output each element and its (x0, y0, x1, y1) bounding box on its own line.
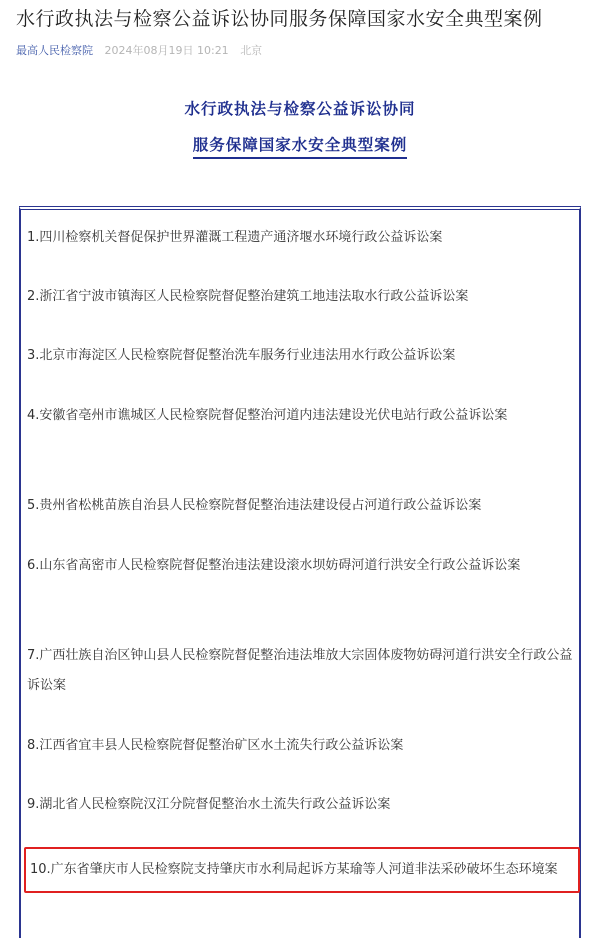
banner-heading-line2 (0, 135, 600, 159)
case-item-2[interactable]: 2.浙江省宁波市镇海区人民检察院督促整治建筑工地违法取水行政公益诉讼案 (27, 289, 469, 304)
case-item-10-highlighted[interactable]: 10.广东省肇庆市人民检察院支持肇庆市水利局起诉方某瑜等人河道非法采砂破坏生态环境案 (24, 847, 580, 893)
case-item-5[interactable]: 5.贵州省松桃苗族自治县人民检察院督促整治违法建设侵占河道行政公益诉讼案 (27, 498, 482, 513)
case-item-7[interactable]: 7.广西壮族自治区钟山县人民检察院督促整治违法堆放大宗固体废物妨碍河道行洪安全行政公益诉讼案 (27, 648, 573, 693)
banner-heading-text-1: 水行政执法与检察公益诉讼协同 (184, 100, 416, 118)
banner-heading-text-2: 服务保障国家水安全典型案例 (193, 135, 408, 159)
case-item-3[interactable]: 3.北京市海淀区人民检察院督促整治洗车服务行业违法用水行政公益诉讼案 (27, 348, 456, 363)
case-item-8[interactable]: 8.江西省宜丰县人民检察院督促整治矿区水土流失行政公益诉讼案 (27, 738, 404, 753)
case-item-9[interactable]: 9.湖北省人民检察院汉江分院督促整治水土流失行政公益诉讼案 (27, 797, 391, 812)
source-link[interactable]: 最高人民检察院 (16, 44, 93, 57)
case-item-1[interactable]: 1.四川检察机关督促保护世界灌溉工程遗产通济堰水环境行政公益诉讼案 (27, 230, 443, 245)
article-title: 水行政执法与检察公益诉讼协同服务保障国家水安全典型案例 (16, 8, 543, 30)
publish-date: 2024年08月19日 10:21 (104, 44, 229, 57)
publish-location: 北京 (240, 44, 263, 57)
case-item-4[interactable]: 4.安徽省亳州市谯城区人民检察院督促整治河道内违法建设光伏电站行政公益诉讼案 (27, 408, 508, 423)
article-meta (16, 44, 262, 58)
case-item-6[interactable]: 6.山东省高密市人民检察院督促整治违法建设滚水坝妨碍河道行洪安全行政公益诉讼案 (27, 558, 521, 573)
banner-heading-line1 (0, 99, 600, 119)
